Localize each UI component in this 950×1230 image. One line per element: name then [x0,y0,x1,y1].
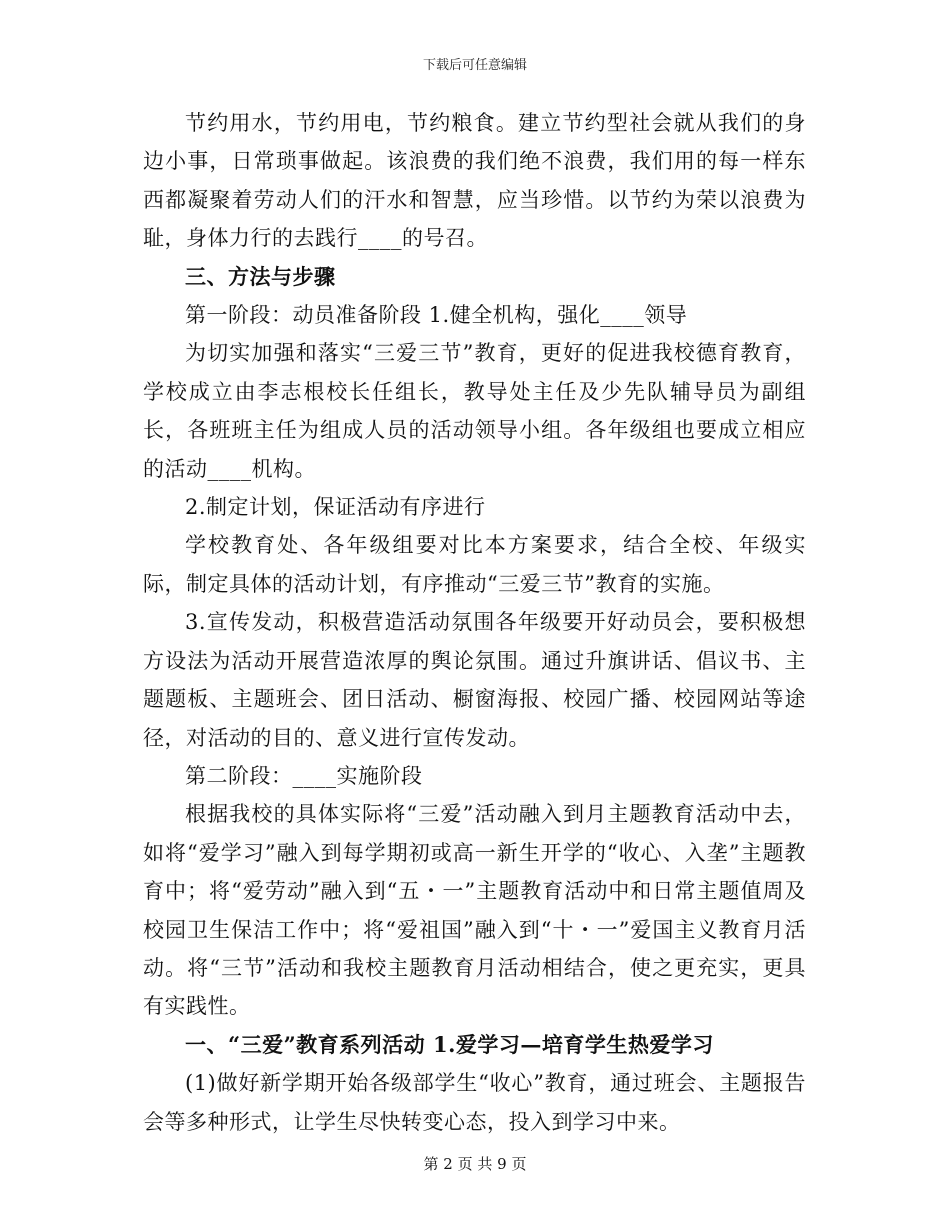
section-heading-three-loves: 一、“三爱”教育系列活动 1.爱学习—培育学生热爱学习 [185,1031,714,1057]
page-header: 下载后可任意编辑 [422,58,527,73]
paragraph-leadership-group: 为切实加强和落实“三爱三节”教育，更好的促进我校德育教育，学校成立由李志根校长任组长，教导处主任及少先队辅导员为副组长，各班班主任为组成人员的活动领导小组。各年级组也要成立相应的活动____机构。 [143,341,806,481]
paragraph-publicity: 3.宣传发动，积极营造活动氛围各年级要开好动员会，要积极想方设法为活动开展营造浓厚的舆论氛围。通过升旗讲话、倡议书、主题题板、主题班会、团日活动、橱窗海报、校园广播、校园网站等途径，对活动的目的、意义进行宣传发动。 [143,610,806,750]
document-body [143,104,806,1141]
paragraph-new-semester: (1)做好新学期开始各级部学生“收心”教育，通过班会、主题报告会等多种形式，让学生尽快转变心态，投入到学习中来。 [143,1071,806,1134]
paragraph-saving: 节约用水，节约用电，节约粮食。建立节约型社会就从我们的身边小事，日常琐事做起。该浪费的我们绝不浪费，我们用的每一样东西都凝聚着劳动人们的汗水和智慧，应当珍惜。以节约为荣以浪费为耻，身体力行的去践行____的号召。 [143,111,806,251]
paragraph-integration: 根据我校的具体实际将“三爱”活动融入到月主题教育活动中去，如将“爱学习”融入到每学期初或高一新生开学的“收心、入垄”主题教育中；将“爱劳动”融入到“五・一”主题教育活动中和日常主题值周及校园卫生保洁工作中；将“爱祖国”融入到“十・一”爱国主义教育月活动。将“三节”活动和我校主题教育月活动相结合，使之更充实，更具有实践性。 [143,802,806,1019]
step-two-heading: 2.制定计划，保证活动有序进行 [185,495,486,520]
paragraph-plan: 学校教育处、各年级组要对比本方案要求，结合全校、年级实际，制定具体的活动计划，有序推动“三爱三节”教育的实施。 [143,533,806,596]
stage-one-heading: 第一阶段：动员准备阶段 1.健全机构，强化____领导 [185,303,688,328]
stage-two-heading: 第二阶段：____实施阶段 [185,763,423,788]
page-number: 第 2 页 共 9 页 [423,1155,527,1173]
section-heading-methods: 三、方法与步骤 [185,263,336,289]
